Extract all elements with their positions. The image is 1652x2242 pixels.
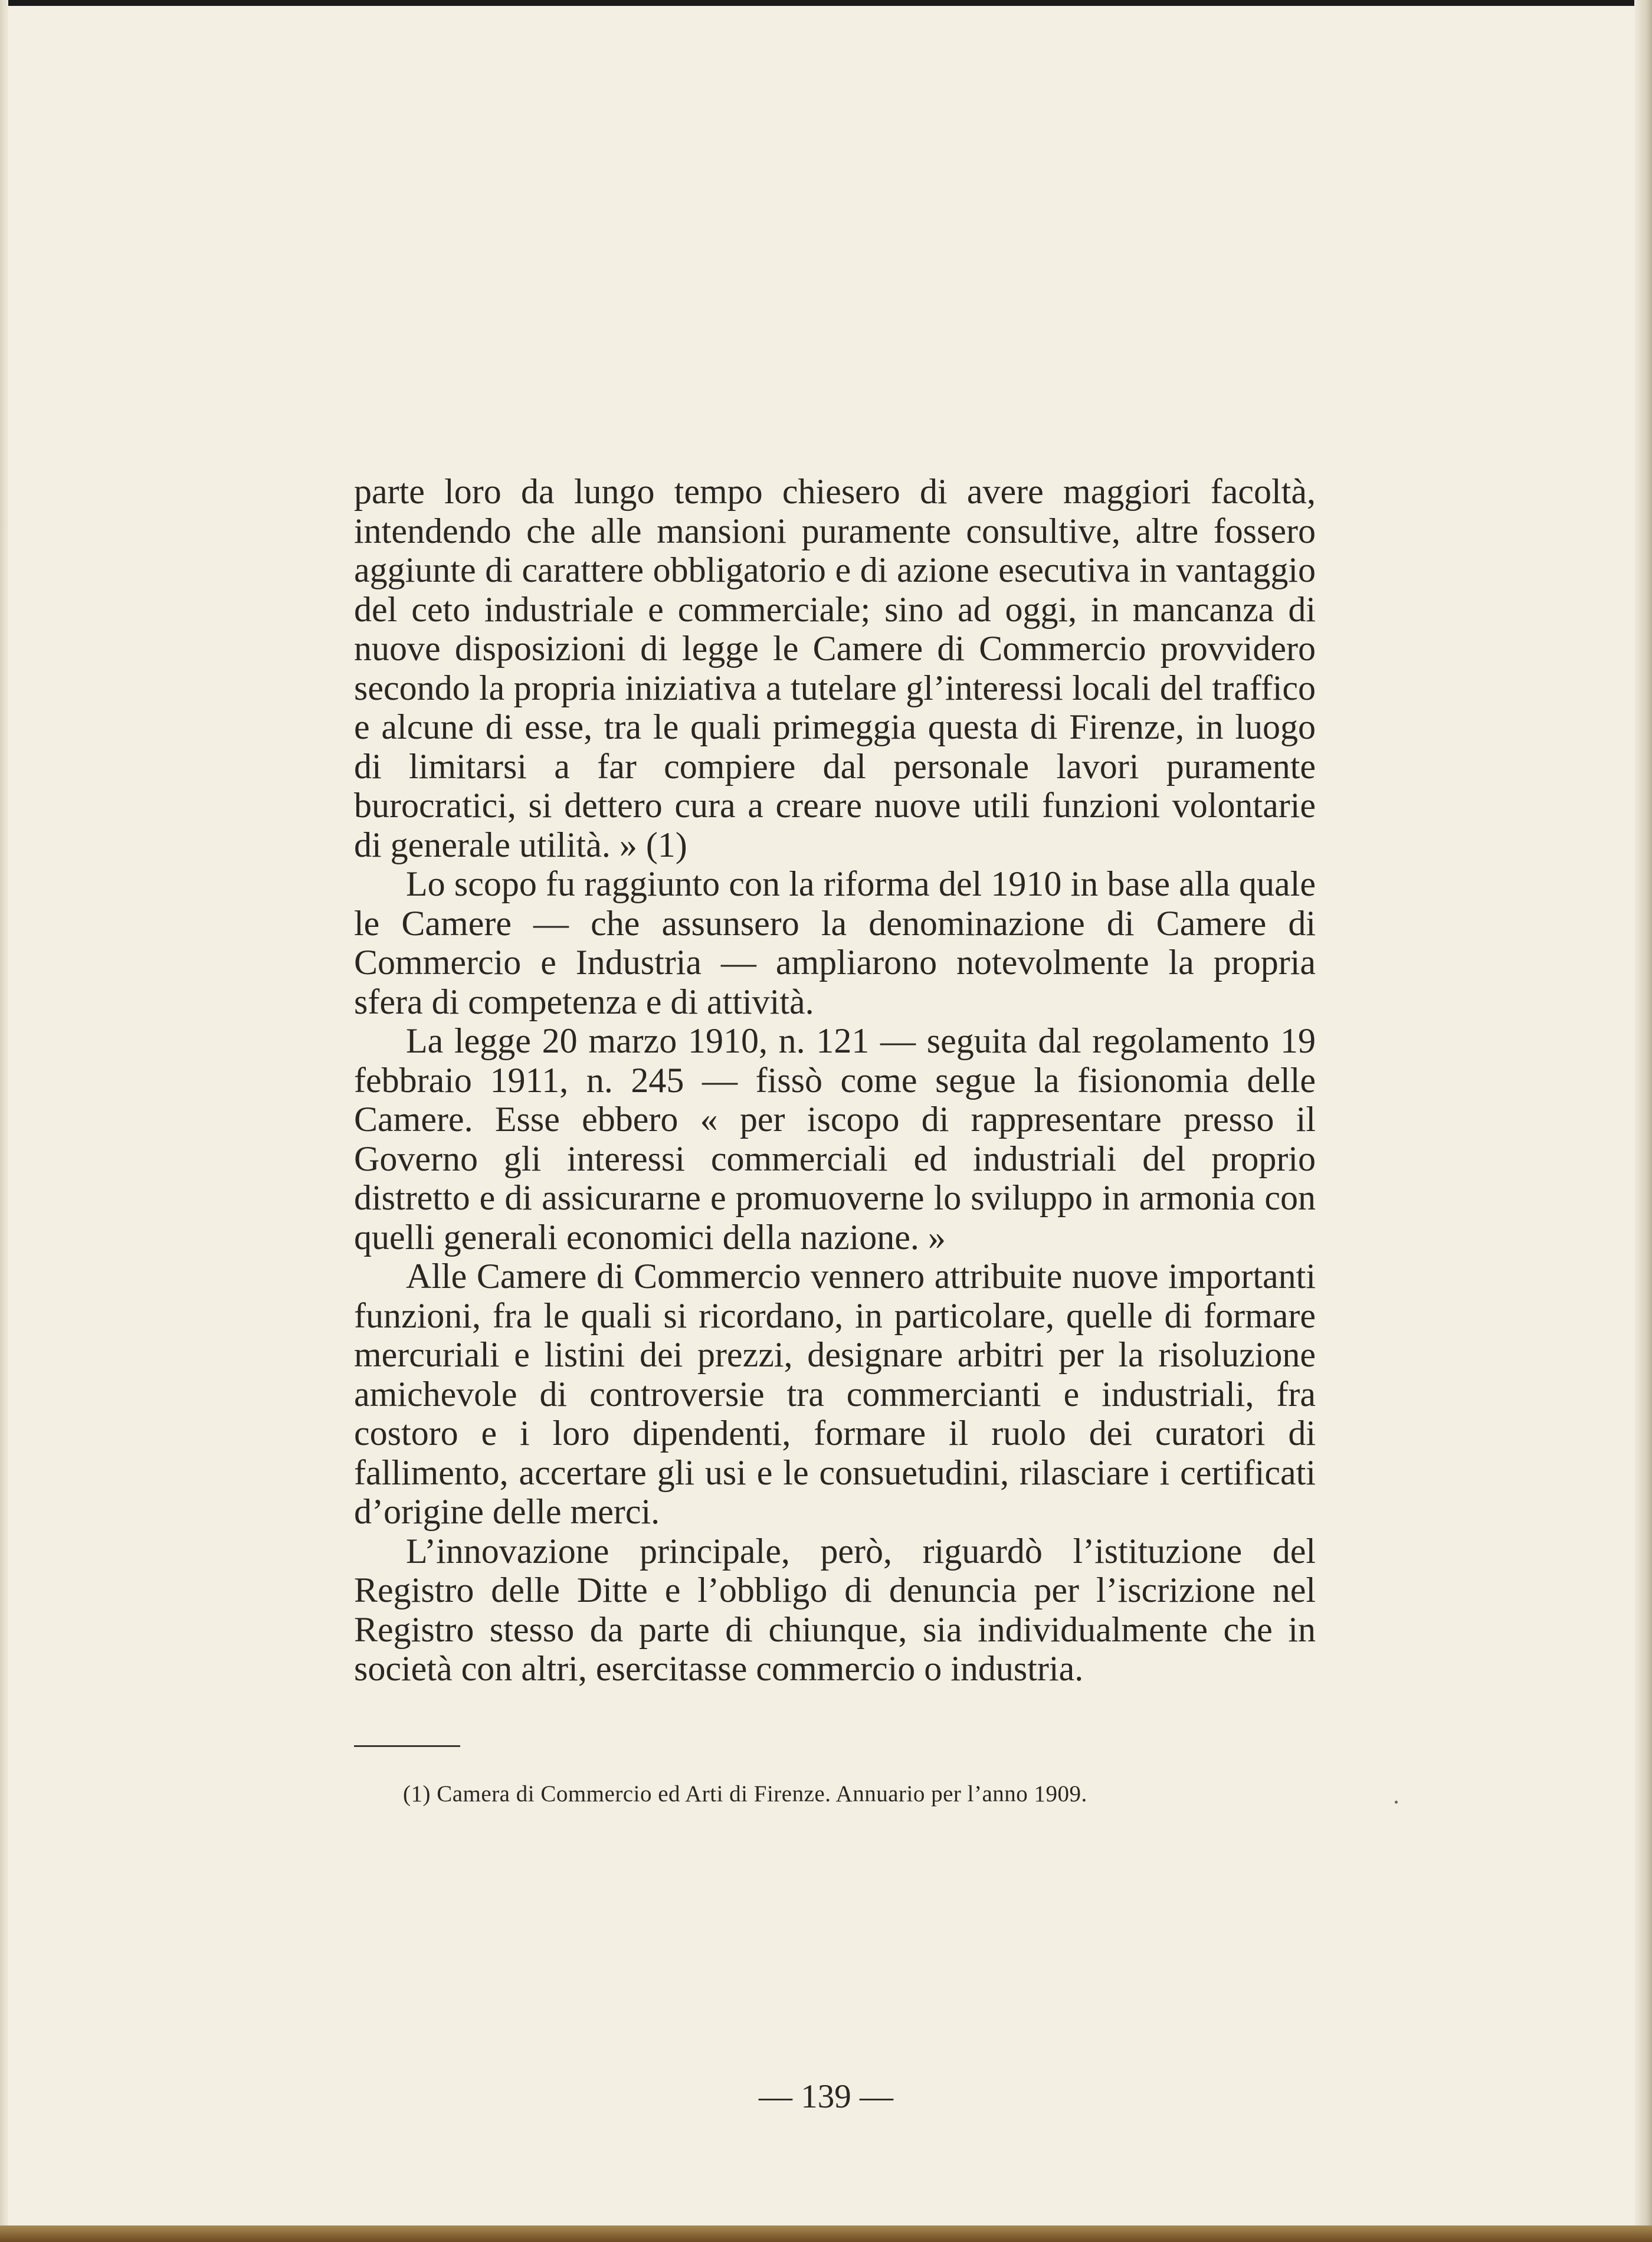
paragraph-continuation: parte loro da lungo tempo chiesero di avere maggiori facoltà, intendendo che alle mansioni puramente consultive, altre fossero aggiunte di carattere obbligatorio e di azione esecutiva in vantaggio del ceto industriale e commerciale; sino ad oggi, in mancanza di nuove disposizioni di legge le Camere di Commercio provvidero secondo la propria iniziativa a tutelare gl’interessi locali del traffico e alcune di esse, tra le quali primeggia questa di Firenze, in luogo di limitarsi a far compiere dal personale lavori puramente burocratici, si dettero cura a creare nuove utili funzioni volontarie di generale utilità. » (1): [354, 472, 1316, 864]
footnote: (1) Camera di Commercio ed Arti di Firenze. Annuario per l’anno 1909.: [403, 1781, 1087, 1807]
paragraph-registro-ditte: L’innovazione principale, però, riguardò l’istituzione del Registro delle Ditte e l’obbligo di denuncia per l’iscrizione nel Registro stesso da parte di chiunque, sia individualmente che in società con altri, esercitasse commercio o industria.: [354, 1531, 1316, 1688]
page-top-edge: [0, 0, 1652, 6]
paper-speck: [1395, 1801, 1398, 1804]
paragraph-riforma-1910: Lo scopo fu raggiunto con la riforma del 1910 in base alla quale le Camere — che assunsero la denominazione di Camere di Commercio e Industria — ampliarono notevolmente la propria sfera di competenza e di attività.: [354, 864, 1316, 1021]
body-text: [354, 472, 1316, 1689]
footnote-separator: [354, 1745, 460, 1747]
page-right-edge: [1634, 0, 1652, 2242]
page-left-edge: [0, 0, 8, 2242]
page-number: — 139 —: [759, 2078, 893, 2115]
page-bottom-edge: [0, 2225, 1652, 2242]
paragraph-funzioni: Alle Camere di Commercio vennero attribuite nuove importanti funzioni, fra le quali si ricordano, in particolare, quelle di formare mercuriali e listini dei prezzi, designare arbitri per la risoluzione amichevole di controversie tra commercianti e industriali, fra costoro e i loro dipendenti, formare il ruolo dei curatori di fallimento, accertare gli usi e le consuetudini, rilasciare i certificati d’origine delle merci.: [354, 1257, 1316, 1531]
paragraph-legge-1910: La legge 20 marzo 1910, n. 121 — seguita dal regolamento 19 febbraio 1911, n. 245 — fissò come segue la fisionomia delle Camere. Esse ebbero « per iscopo di rappresentare presso il Governo gli interessi commerciali ed industriali del proprio distretto e di assicurarne e promuoverne lo sviluppo in armonia con quelli generali economici della nazione. »: [354, 1021, 1316, 1257]
